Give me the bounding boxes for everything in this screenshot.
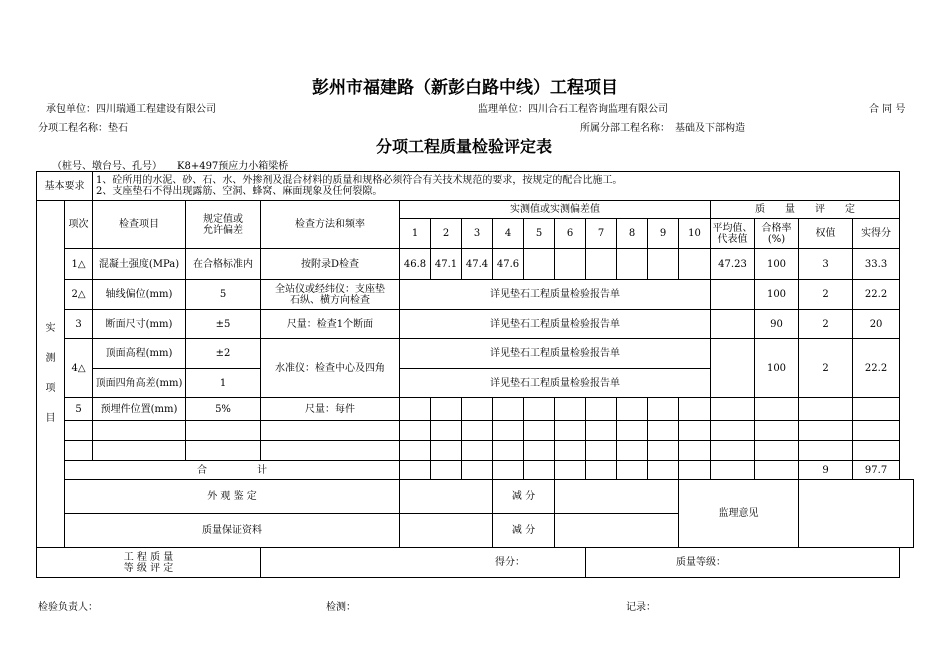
tester-signature: 检测： <box>326 602 356 613</box>
header-measured: 实测值或实测偏差值 <box>400 201 711 219</box>
col-5: 5 <box>524 219 555 249</box>
side-label: 实 测 项 目 <box>37 201 65 548</box>
table-row: 5 预埋件位置(mm) 5% 尺量：每件 <box>37 398 914 421</box>
table-row <box>37 421 914 441</box>
header-pass-rate: 合格率 (%) <box>755 219 799 249</box>
inspector-signature: 检验负责人： <box>38 602 98 613</box>
table-row: 3 断面尺寸(mm) ±5 尺量：检查1个断面 详见垫石工程质量检验报告单 90 2 20 <box>37 310 914 339</box>
grade-label: 工 程 质 量 等 级 评 定 <box>37 548 261 578</box>
contract-no-label: 合 同 号 <box>869 104 906 115</box>
total-weight: 9 <box>799 461 853 480</box>
col-10: 10 <box>679 219 711 249</box>
total-label: 合 计 <box>65 461 400 480</box>
table-row: 顶面四角高差(mm) 1 详见垫石工程质量检验报告单 <box>37 369 914 398</box>
col-6: 6 <box>555 219 586 249</box>
document-title: 彭州市福建路（新彭白路中线）工程项目 <box>312 78 618 98</box>
requirements-text <box>93 172 900 201</box>
parent-project-label: 所属分部工程名称： 基础及下部构造 <box>580 123 745 134</box>
appearance-label: 外 观 鉴 定 <box>65 480 400 514</box>
requirement-line-1: 1、砼所用的水泥、砂、石、水、外掺剂及混合材料的质量和规格必须符合有关技术规范的要求，按规定的配合比施工。 <box>96 175 623 186</box>
table-row: 4△ 顶面高程(mm) ±2 水准仪：检查中心及四角 详见垫石工程质量检验报告单 100 2 22.2 <box>37 339 914 369</box>
grade-row <box>37 548 914 578</box>
col-2: 2 <box>431 219 462 249</box>
docs-deduct: 减 分 <box>493 514 555 548</box>
recorder-signature: 记录： <box>626 602 656 613</box>
header-item-no: 项次 <box>65 201 93 249</box>
col-1: 1 <box>400 219 431 249</box>
col-9: 9 <box>648 219 679 249</box>
header-quality: 质 量 评 定 <box>711 201 900 219</box>
form-title: 分项工程质量检验评定表 <box>376 137 553 156</box>
appearance-deduct: 减 分 <box>493 480 555 514</box>
total-row <box>37 461 914 480</box>
sub-project-label: 分项工程名称：垫石 <box>38 123 128 134</box>
header-item: 检查项目 <box>93 201 186 249</box>
table-row: 1△ 混凝土强度(MPa) 在合格标准内 按附录D检查 46.8 47.1 47.4 47.6 47.23 100 3 33.3 <box>37 249 914 280</box>
table-row: 2△ 轴线偏位(mm) 5 全站仪或经纬仪：支座垫 石纵、横方向检查 详见垫石工程质量检验报告单 100 2 22.2 <box>37 280 914 310</box>
requirements-label: 基本要求 <box>37 172 93 201</box>
supervisor-opinion-label: 监理意见 <box>679 480 799 548</box>
header-score: 实得分 <box>853 219 900 249</box>
location-label: （桩号、墩台号、孔号） K8+497预应力小箱梁桥 <box>52 161 289 172</box>
header-tolerance: 规定值或 允许偏差 <box>186 201 261 249</box>
header-average: 平均值、 代表值 <box>711 219 755 249</box>
grade-level: 质量等级： <box>586 548 900 578</box>
header-weight: 权值 <box>799 219 853 249</box>
contractor-label: 承包单位：四川瑞通工程建设有限公司 <box>46 104 216 115</box>
docs-label: 质量保证资料 <box>65 514 400 548</box>
header-method: 检查方法和频率 <box>261 201 400 249</box>
total-score: 97.7 <box>853 461 900 480</box>
table-row <box>37 441 914 461</box>
grade-score: 得分： <box>261 548 586 578</box>
col-3: 3 <box>462 219 493 249</box>
requirement-line-2: 2、支座垫石不得出现露筋、空洞、蜂窝、麻面现象及任何裂隙。 <box>96 186 383 197</box>
col-4: 4 <box>493 219 524 249</box>
appearance-row <box>37 480 914 514</box>
inspection-table <box>36 171 914 578</box>
col-7: 7 <box>586 219 617 249</box>
supervisor-label: 监理单位：四川合石工程咨询监理有限公司 <box>478 104 668 115</box>
col-8: 8 <box>617 219 648 249</box>
